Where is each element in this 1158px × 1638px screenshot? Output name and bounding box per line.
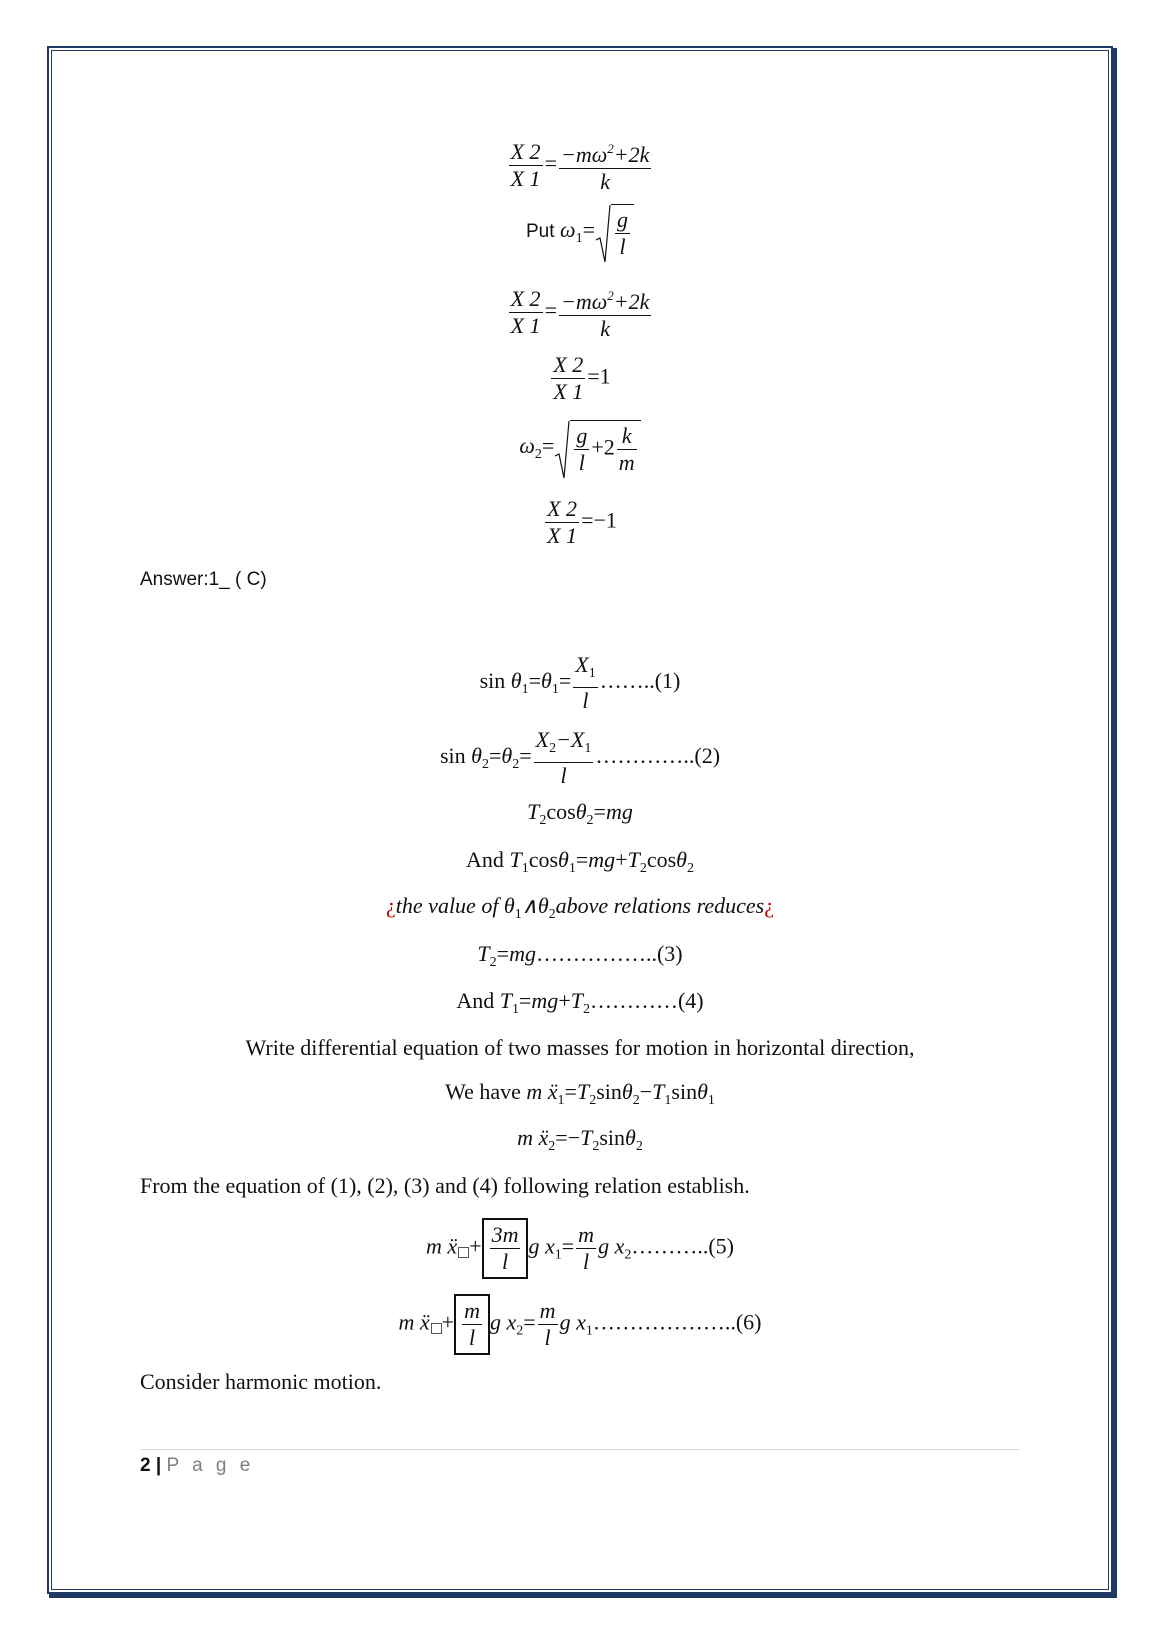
page-border-shadow-right: [1113, 48, 1117, 1596]
eq-label-5: (5): [708, 1233, 734, 1259]
eq-label-1: (1): [654, 668, 681, 694]
footer-separator: |: [155, 1455, 162, 1476]
equation-3: $T_2=mg\dots\dots\dots\dots\dots..(3)$: [477, 941, 683, 970]
eq-label-6: (6): [735, 1309, 762, 1335]
equation-omega1: Put $\omega_1=$ $\frac{g}{l}$: [140, 204, 1020, 260]
equation-t2-cos: $T_2\cos\theta_2=mg$: [527, 799, 633, 828]
and-label: And: [466, 847, 504, 872]
equation-1: $\sin \theta_1=\theta_1=$ $\frac{X_1}{l}$ ……..(1): [479, 652, 681, 713]
equation-6: m ẍ + $\frac{m}{l}$ g $x_2=$ $\frac{m}{l}$ g $x_1\dots\dots\dots\dots\dots\dots..(6)$: [140, 1294, 1020, 1355]
answer-heading: Answer:1_ ( C): [140, 569, 267, 590]
equation-t1-cos: And $T_1\cos\theta_1=mg+T_2\cos\theta_2$: [466, 847, 694, 876]
harmonic-text: Consider harmonic motion.: [140, 1369, 382, 1394]
eq-label-2: (2): [694, 743, 721, 769]
page-number: 2: [140, 1455, 151, 1476]
equation-omega2: $\omega_2=$ $\frac{g}{l}$ +2 $\frac{k}{m}$: [140, 420, 1020, 476]
eq-label-3: (3): [656, 941, 683, 966]
page-footer: [140, 1455, 254, 1477]
equation-ratio-1: $\frac{X 2}{X 1}$ = $\frac{-m\omega^2+2k}{k}$: [140, 136, 1020, 195]
put-label: Put: [526, 221, 555, 243]
page-border-shadow-bottom: [49, 1594, 1117, 1598]
equation-4: And $T_1=mg+T_2\dots\dots\dots\dots(4)$: [456, 988, 704, 1017]
footer-divider: [140, 1449, 1020, 1450]
equation-ratio-2: $\frac{X 2}{X 1}$ = $\frac{-m\omega^2+2k}{k}$: [140, 283, 1020, 342]
we-have-label: We have: [445, 1079, 521, 1104]
equation-5: m ẍ + $\frac{3m}{l}$ g $x_1=$ $\frac{m}{l}$ g $x_2\dots\dots\dots..(5)$: [140, 1218, 1020, 1279]
equation-ratio-minus-one: $\frac{X 2}{X 1}$ =−1: [547, 496, 617, 548]
equation-motion-1: We have m $ẍ_1=T_2\sin\theta_2-T_1\sin\theta_1$: [445, 1079, 715, 1108]
equation-ratio-equals-one: $\frac{X 2}{X 1}$ =1: [553, 352, 611, 404]
reduction-line: ¿the value of $\theta_1\wedge\theta_2above$ relations reduces¿: [386, 893, 774, 922]
equation-motion-2: m $ẍ_2=-T_2\sin\theta_2$: [517, 1125, 643, 1154]
equation-2: $\sin \theta_2=\theta_2=$ $\frac{X_2-X_1}{l}$ …………..(2): [439, 727, 721, 788]
relation-text: From the equation of (1), (2), (3) and (4) following relation establish.: [140, 1173, 750, 1198]
differential-text: Write differential equation of two masses for motion in horizontal direction,: [245, 1035, 915, 1060]
eq-label-4: (4): [677, 988, 704, 1013]
page-word: P a g e: [166, 1455, 255, 1476]
